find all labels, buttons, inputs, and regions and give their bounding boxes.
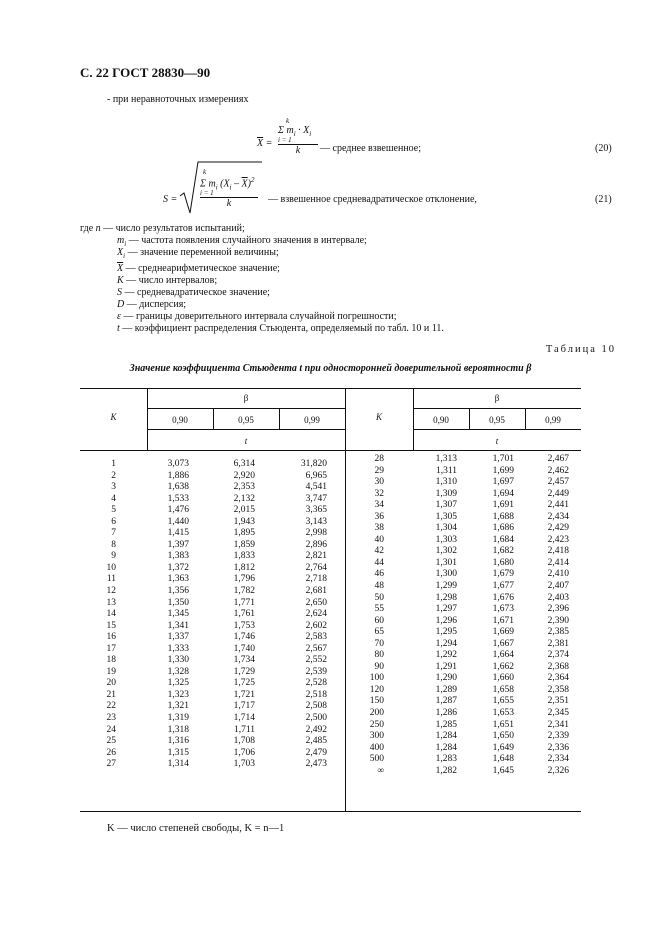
right-k-cell: 80 xyxy=(374,650,384,661)
formula-21-number: (21) xyxy=(595,194,612,205)
header-beta-right: β xyxy=(494,393,500,403)
right-p95-column xyxy=(472,454,514,777)
left-p90-cell: 1,323 xyxy=(167,689,189,700)
right-p99-cell: 2,364 xyxy=(547,673,569,684)
left-k-cell: 27 xyxy=(106,759,116,770)
left-p99-cell: 2,528 xyxy=(305,678,327,689)
left-p99-cell: 2,518 xyxy=(305,689,327,700)
right-p99-cell: 2,374 xyxy=(547,650,569,661)
right-p90-cell: 1,305 xyxy=(435,511,457,522)
right-k-cell: 120 xyxy=(369,684,384,695)
right-k-cell: 46 xyxy=(374,569,384,580)
left-p95-cell: 1,812 xyxy=(233,562,255,573)
left-p99-cell: 2,718 xyxy=(305,574,327,585)
right-p95-cell: 1,701 xyxy=(492,454,514,464)
left-p99-cell: 2,539 xyxy=(305,666,327,677)
right-k-cell: 200 xyxy=(369,708,384,719)
right-p99-cell: 2,407 xyxy=(547,581,569,592)
left-p90-cell: 1,397 xyxy=(167,539,189,550)
left-k-cell: 15 xyxy=(106,620,116,631)
right-p90-cell: 1,292 xyxy=(435,650,457,661)
left-p95-cell: 1,706 xyxy=(233,747,255,758)
left-p99-cell: 2,624 xyxy=(305,609,327,620)
left-p95-cell: 2,920 xyxy=(233,470,255,481)
table-footnote: K — число степеней свободы, K = n—1 xyxy=(107,823,285,834)
left-p90-cell: 1,328 xyxy=(167,666,189,677)
right-p99-cell: 2,381 xyxy=(547,638,569,649)
left-p95-cell: 6,314 xyxy=(233,459,255,469)
header-p99-right: 0,99 xyxy=(545,415,561,425)
right-p90-cell: 1,307 xyxy=(435,500,457,511)
right-p99-cell: 2,334 xyxy=(547,754,569,765)
right-k-cell: 29 xyxy=(374,465,384,476)
left-p90-cell: 1,886 xyxy=(167,470,189,481)
right-p95-cell: 1,694 xyxy=(492,488,514,499)
left-p95-cell: 1,761 xyxy=(233,609,255,620)
left-k-cell: 23 xyxy=(106,713,116,724)
left-p90-cell: 1,476 xyxy=(167,505,189,516)
left-p95-cell: 1,729 xyxy=(233,666,255,677)
right-p95-cell: 1,662 xyxy=(492,661,514,672)
left-p95-cell: 1,721 xyxy=(233,689,255,700)
left-k-cell: 12 xyxy=(106,586,116,597)
right-k-cell: 32 xyxy=(374,488,384,499)
left-k-cell: 7 xyxy=(111,528,116,539)
right-k-cell: 42 xyxy=(374,546,384,557)
left-p90-column xyxy=(147,459,189,771)
right-p90-cell: 1,287 xyxy=(435,696,457,707)
right-p90-cell: 1,284 xyxy=(435,731,457,742)
left-k-cell: 9 xyxy=(111,551,116,562)
left-p95-cell: 2,015 xyxy=(233,505,255,516)
left-p99-cell: 2,650 xyxy=(305,597,327,608)
table-label: Таблица 10 xyxy=(545,344,616,355)
formula-21-desc: — взвешенное средневадратическое отклонение, xyxy=(268,194,477,205)
left-p99-cell: 3,365 xyxy=(305,505,327,516)
right-p95-cell: 1,673 xyxy=(492,604,514,615)
formula-20-lhs: $\overline{X}$ = xyxy=(257,138,273,149)
header-p95-left: 0,95 xyxy=(238,415,254,425)
right-p99-cell: 2,429 xyxy=(547,523,569,534)
left-p99-cell: 6,965 xyxy=(305,470,327,481)
left-p95-cell: 1,859 xyxy=(233,539,255,550)
left-k-cell: 4 xyxy=(111,493,116,504)
left-p90-cell: 1,330 xyxy=(167,655,189,666)
formula-20-fraction: k Σ $m_i \cdot X_i$ i = 1 k xyxy=(278,117,318,156)
right-k-cell: 28 xyxy=(374,454,384,464)
left-p95-cell: 1,711 xyxy=(233,724,255,735)
right-k-cell: 44 xyxy=(374,557,384,568)
left-p90-cell: 1,319 xyxy=(167,713,189,724)
right-p90-cell: 1,311 xyxy=(435,465,457,476)
right-p90-cell: 1,286 xyxy=(435,708,457,719)
left-p95-cell: 1,943 xyxy=(233,516,255,527)
right-p90-cell: 1,302 xyxy=(435,546,457,557)
right-p90-cell: 1,297 xyxy=(435,604,457,615)
left-p95-cell: 1,714 xyxy=(233,713,255,724)
left-p90-cell: 1,337 xyxy=(167,632,189,643)
right-p95-cell: 1,664 xyxy=(492,650,514,661)
header-p95-right: 0,95 xyxy=(489,415,505,425)
left-k-cell: 10 xyxy=(106,562,116,573)
left-p90-cell: 1,333 xyxy=(167,643,189,654)
left-p99-cell: 2,500 xyxy=(305,713,327,724)
right-k-cell: 48 xyxy=(374,581,384,592)
left-p95-cell: 1,771 xyxy=(233,597,255,608)
right-p90-cell: 1,300 xyxy=(435,569,457,580)
header-t-left: t xyxy=(244,436,248,446)
right-p90-cell: 1,289 xyxy=(435,684,457,695)
left-k-cell: 25 xyxy=(106,736,116,747)
left-p90-cell: 1,638 xyxy=(167,482,189,493)
right-p90-cell: 1,282 xyxy=(435,765,457,776)
left-k-cell: 18 xyxy=(106,655,116,666)
left-p99-cell: 2,583 xyxy=(305,632,327,643)
right-k-cell: 40 xyxy=(374,534,384,545)
left-p95-column xyxy=(213,459,255,771)
right-p90-cell: 1,299 xyxy=(435,581,457,592)
formula-20-number: (20) xyxy=(595,143,612,154)
left-p99-cell: 3,747 xyxy=(305,493,327,504)
right-p95-cell: 1,679 xyxy=(492,569,514,580)
intro-text: - при неравноточных измерениях xyxy=(107,94,249,105)
definition-n: где n — число результатов испытаний; xyxy=(80,223,245,234)
right-p95-cell: 1,676 xyxy=(492,592,514,603)
right-k-cell: 300 xyxy=(369,731,384,742)
right-p95-cell: 1,655 xyxy=(492,696,514,707)
right-k-cell: 55 xyxy=(374,604,384,615)
right-p99-cell: 2,462 xyxy=(547,465,569,476)
right-p99-cell: 2,414 xyxy=(547,557,569,568)
right-p90-cell: 1,283 xyxy=(435,754,457,765)
left-p99-cell: 2,479 xyxy=(305,747,327,758)
left-p99-cell: 2,508 xyxy=(305,701,327,712)
right-p99-cell: 2,441 xyxy=(547,500,569,511)
left-p90-cell: 1,372 xyxy=(167,562,189,573)
right-p99-cell: 2,449 xyxy=(547,488,569,499)
left-p95-cell: 1,717 xyxy=(233,701,255,712)
right-k-cell: 60 xyxy=(374,615,384,626)
right-p95-cell: 1,686 xyxy=(492,523,514,534)
right-p90-cell: 1,296 xyxy=(435,615,457,626)
header-p90-left: 0,90 xyxy=(172,415,188,425)
left-k-cell: 24 xyxy=(106,724,116,735)
right-p95-cell: 1,699 xyxy=(492,465,514,476)
right-p90-cell: 1,291 xyxy=(435,661,457,672)
right-k-cell: 250 xyxy=(369,719,384,730)
right-p99-cell: 2,423 xyxy=(547,534,569,545)
right-p95-cell: 1,645 xyxy=(492,765,514,776)
right-p99-cell: 2,434 xyxy=(547,511,569,522)
formula-21-lhs: S = xyxy=(163,194,178,205)
left-p99-cell: 2,764 xyxy=(305,562,327,573)
right-p95-cell: 1,653 xyxy=(492,708,514,719)
right-p95-cell: 1,697 xyxy=(492,477,514,488)
left-p99-cell: 2,681 xyxy=(305,586,327,597)
right-p99-cell: 2,396 xyxy=(547,604,569,615)
right-p99-cell: 2,403 xyxy=(547,592,569,603)
left-p90-cell: 1,325 xyxy=(167,678,189,689)
left-p90-cell: 1,356 xyxy=(167,586,189,597)
left-p95-cell: 1,895 xyxy=(233,528,255,539)
right-p95-cell: 1,669 xyxy=(492,627,514,638)
right-p99-cell: 2,351 xyxy=(547,696,569,707)
left-p99-column xyxy=(277,459,327,771)
right-p99-column xyxy=(527,454,569,777)
definition-xi: $X_i$ — значение переменной величины; xyxy=(117,247,279,260)
left-p95-cell: 1,725 xyxy=(233,678,255,689)
right-p90-cell: 1,285 xyxy=(435,719,457,730)
right-p95-cell: 1,658 xyxy=(492,684,514,695)
left-k-cell: 2 xyxy=(111,470,116,481)
definition-k: K — число интервалов; xyxy=(117,275,218,286)
left-p99-cell: 2,998 xyxy=(305,528,327,539)
right-p90-cell: 1,284 xyxy=(435,742,457,753)
left-p99-cell: 2,896 xyxy=(305,539,327,550)
left-p95-cell: 2,353 xyxy=(233,482,255,493)
right-p99-cell: 2,339 xyxy=(547,731,569,742)
left-p90-cell: 1,318 xyxy=(167,724,189,735)
right-p99-cell: 2,390 xyxy=(547,615,569,626)
left-k-cell: 20 xyxy=(106,678,116,689)
definition-m: $m_i$ — частота появления случайного значения в интервале; xyxy=(117,235,367,248)
right-p90-cell: 1,313 xyxy=(435,454,457,464)
right-p95-cell: 1,648 xyxy=(492,754,514,765)
left-p99-cell: 2,602 xyxy=(305,620,327,631)
right-p95-cell: 1,660 xyxy=(492,673,514,684)
left-k-cell: 22 xyxy=(106,701,116,712)
left-p90-cell: 1,363 xyxy=(167,574,189,585)
right-p90-cell: 1,304 xyxy=(435,523,457,534)
right-p90-cell: 1,298 xyxy=(435,592,457,603)
header-k-right: K xyxy=(375,412,382,422)
header-beta-left: β xyxy=(243,393,249,403)
right-p95-cell: 1,688 xyxy=(492,511,514,522)
right-p99-cell: 2,467 xyxy=(547,454,569,464)
right-k-cell: 34 xyxy=(374,500,384,511)
left-p95-cell: 1,703 xyxy=(233,759,255,770)
left-p90-cell: 1,321 xyxy=(167,701,189,712)
right-p95-cell: 1,680 xyxy=(492,557,514,568)
left-k-cell: 6 xyxy=(111,516,116,527)
right-p95-cell: 1,650 xyxy=(492,731,514,742)
left-p95-cell: 1,746 xyxy=(233,632,255,643)
left-p90-cell: 1,350 xyxy=(167,597,189,608)
right-k-cell: 50 xyxy=(374,592,384,603)
left-p99-cell: 2,485 xyxy=(305,736,327,747)
definition-xbar: $\overline{X}$ — среднеарифметическое значение; xyxy=(117,263,280,274)
definition-s: S — средневадратическое значение; xyxy=(117,287,270,298)
left-p90-cell: 1,316 xyxy=(167,736,189,747)
left-k-cell: 8 xyxy=(111,539,116,550)
right-p95-cell: 1,671 xyxy=(492,615,514,626)
left-k-cell: 5 xyxy=(111,505,116,516)
formula-21-fraction: k Σ $m_i$ $(X_i - \overline{X})^2$ i = 1 k xyxy=(200,168,258,209)
right-p99-cell: 2,341 xyxy=(547,719,569,730)
left-p99-cell: 2,473 xyxy=(305,759,327,770)
left-k-cell: 17 xyxy=(106,643,116,654)
left-p95-cell: 1,753 xyxy=(233,620,255,631)
left-p99-cell: 3,143 xyxy=(305,516,327,527)
right-p95-cell: 1,649 xyxy=(492,742,514,753)
left-p99-cell: 2,821 xyxy=(305,551,327,562)
left-p95-cell: 1,708 xyxy=(233,736,255,747)
left-p90-cell: 3,073 xyxy=(167,459,189,469)
left-k-column xyxy=(80,459,116,771)
right-k-cell: 150 xyxy=(369,696,384,707)
left-k-cell: 3 xyxy=(111,482,116,493)
header-p99-left: 0,99 xyxy=(304,415,320,425)
right-p90-column xyxy=(415,454,457,777)
definition-t: t — коэффициент распределения Стьюдента, определяемый по табл. 10 и 11. xyxy=(117,323,444,334)
left-p99-cell: 4,541 xyxy=(305,482,327,493)
header-k-left: K xyxy=(110,412,117,422)
left-p95-cell: 1,796 xyxy=(233,574,255,585)
right-p99-cell: 2,457 xyxy=(547,477,569,488)
definition-epsilon: ε — границы доверительного интервала случайной погрешности; xyxy=(117,311,397,322)
left-k-cell: 1 xyxy=(111,459,116,469)
left-p95-cell: 1,782 xyxy=(233,586,255,597)
left-p90-cell: 1,440 xyxy=(167,516,189,527)
right-p95-cell: 1,691 xyxy=(492,500,514,511)
right-p95-cell: 1,682 xyxy=(492,546,514,557)
right-p95-cell: 1,677 xyxy=(492,581,514,592)
header-t-right: t xyxy=(495,436,499,446)
right-p99-cell: 2,368 xyxy=(547,661,569,672)
left-k-cell: 13 xyxy=(106,597,116,608)
right-p99-cell: 2,336 xyxy=(547,742,569,753)
right-p99-cell: 2,358 xyxy=(547,684,569,695)
right-p90-cell: 1,310 xyxy=(435,477,457,488)
page-header: С. 22 ГОСТ 28830—90 xyxy=(80,65,211,80)
right-k-cell: ∞ xyxy=(377,765,384,776)
left-k-cell: 14 xyxy=(106,609,116,620)
right-k-cell: 36 xyxy=(374,511,384,522)
right-p99-cell: 2,326 xyxy=(547,765,569,776)
right-k-column xyxy=(350,454,384,777)
left-p90-cell: 1,341 xyxy=(167,620,189,631)
left-k-cell: 11 xyxy=(106,574,116,585)
left-p90-cell: 1,533 xyxy=(167,493,189,504)
right-k-cell: 100 xyxy=(369,673,384,684)
left-p95-cell: 1,833 xyxy=(233,551,255,562)
table-caption: Значение коэффициента Стьюдента t при односторонней доверительной вероятности β xyxy=(129,363,532,374)
right-p95-cell: 1,667 xyxy=(492,638,514,649)
left-p90-cell: 1,383 xyxy=(167,551,189,562)
right-p99-cell: 2,410 xyxy=(547,569,569,580)
definition-d: D — дисперсия; xyxy=(117,299,187,310)
left-p90-cell: 1,314 xyxy=(167,759,189,770)
right-p99-cell: 2,418 xyxy=(547,546,569,557)
right-k-cell: 38 xyxy=(374,523,384,534)
right-p90-cell: 1,290 xyxy=(435,673,457,684)
right-k-cell: 70 xyxy=(374,638,384,649)
left-p90-cell: 1,315 xyxy=(167,747,189,758)
right-p95-cell: 1,651 xyxy=(492,719,514,730)
left-p90-cell: 1,345 xyxy=(167,609,189,620)
right-k-cell: 400 xyxy=(369,742,384,753)
right-p90-cell: 1,303 xyxy=(435,534,457,545)
left-p95-cell: 1,734 xyxy=(233,655,255,666)
left-p99-cell: 2,552 xyxy=(305,655,327,666)
right-p90-cell: 1,294 xyxy=(435,638,457,649)
left-p90-cell: 1,415 xyxy=(167,528,189,539)
left-k-cell: 19 xyxy=(106,666,116,677)
left-k-cell: 16 xyxy=(106,632,116,643)
right-p90-cell: 1,301 xyxy=(435,557,457,568)
formula-20-desc: — среднее взвешенное; xyxy=(320,143,422,154)
left-p95-cell: 2,132 xyxy=(233,493,255,504)
left-k-cell: 21 xyxy=(106,689,116,700)
right-k-cell: 65 xyxy=(374,627,384,638)
right-p99-cell: 2,345 xyxy=(547,708,569,719)
left-k-cell: 26 xyxy=(106,747,116,758)
right-p99-cell: 2,385 xyxy=(547,627,569,638)
left-p95-cell: 1,740 xyxy=(233,643,255,654)
right-k-cell: 30 xyxy=(374,477,384,488)
left-p99-cell: 2,567 xyxy=(305,643,327,654)
right-k-cell: 500 xyxy=(369,754,384,765)
left-p99-cell: 2,492 xyxy=(305,724,327,735)
left-p99-cell: 31,820 xyxy=(300,459,327,469)
right-k-cell: 90 xyxy=(374,661,384,672)
right-p90-cell: 1,309 xyxy=(435,488,457,499)
right-p90-cell: 1,295 xyxy=(435,627,457,638)
header-p90-right: 0,90 xyxy=(433,415,449,425)
right-p95-cell: 1,684 xyxy=(492,534,514,545)
